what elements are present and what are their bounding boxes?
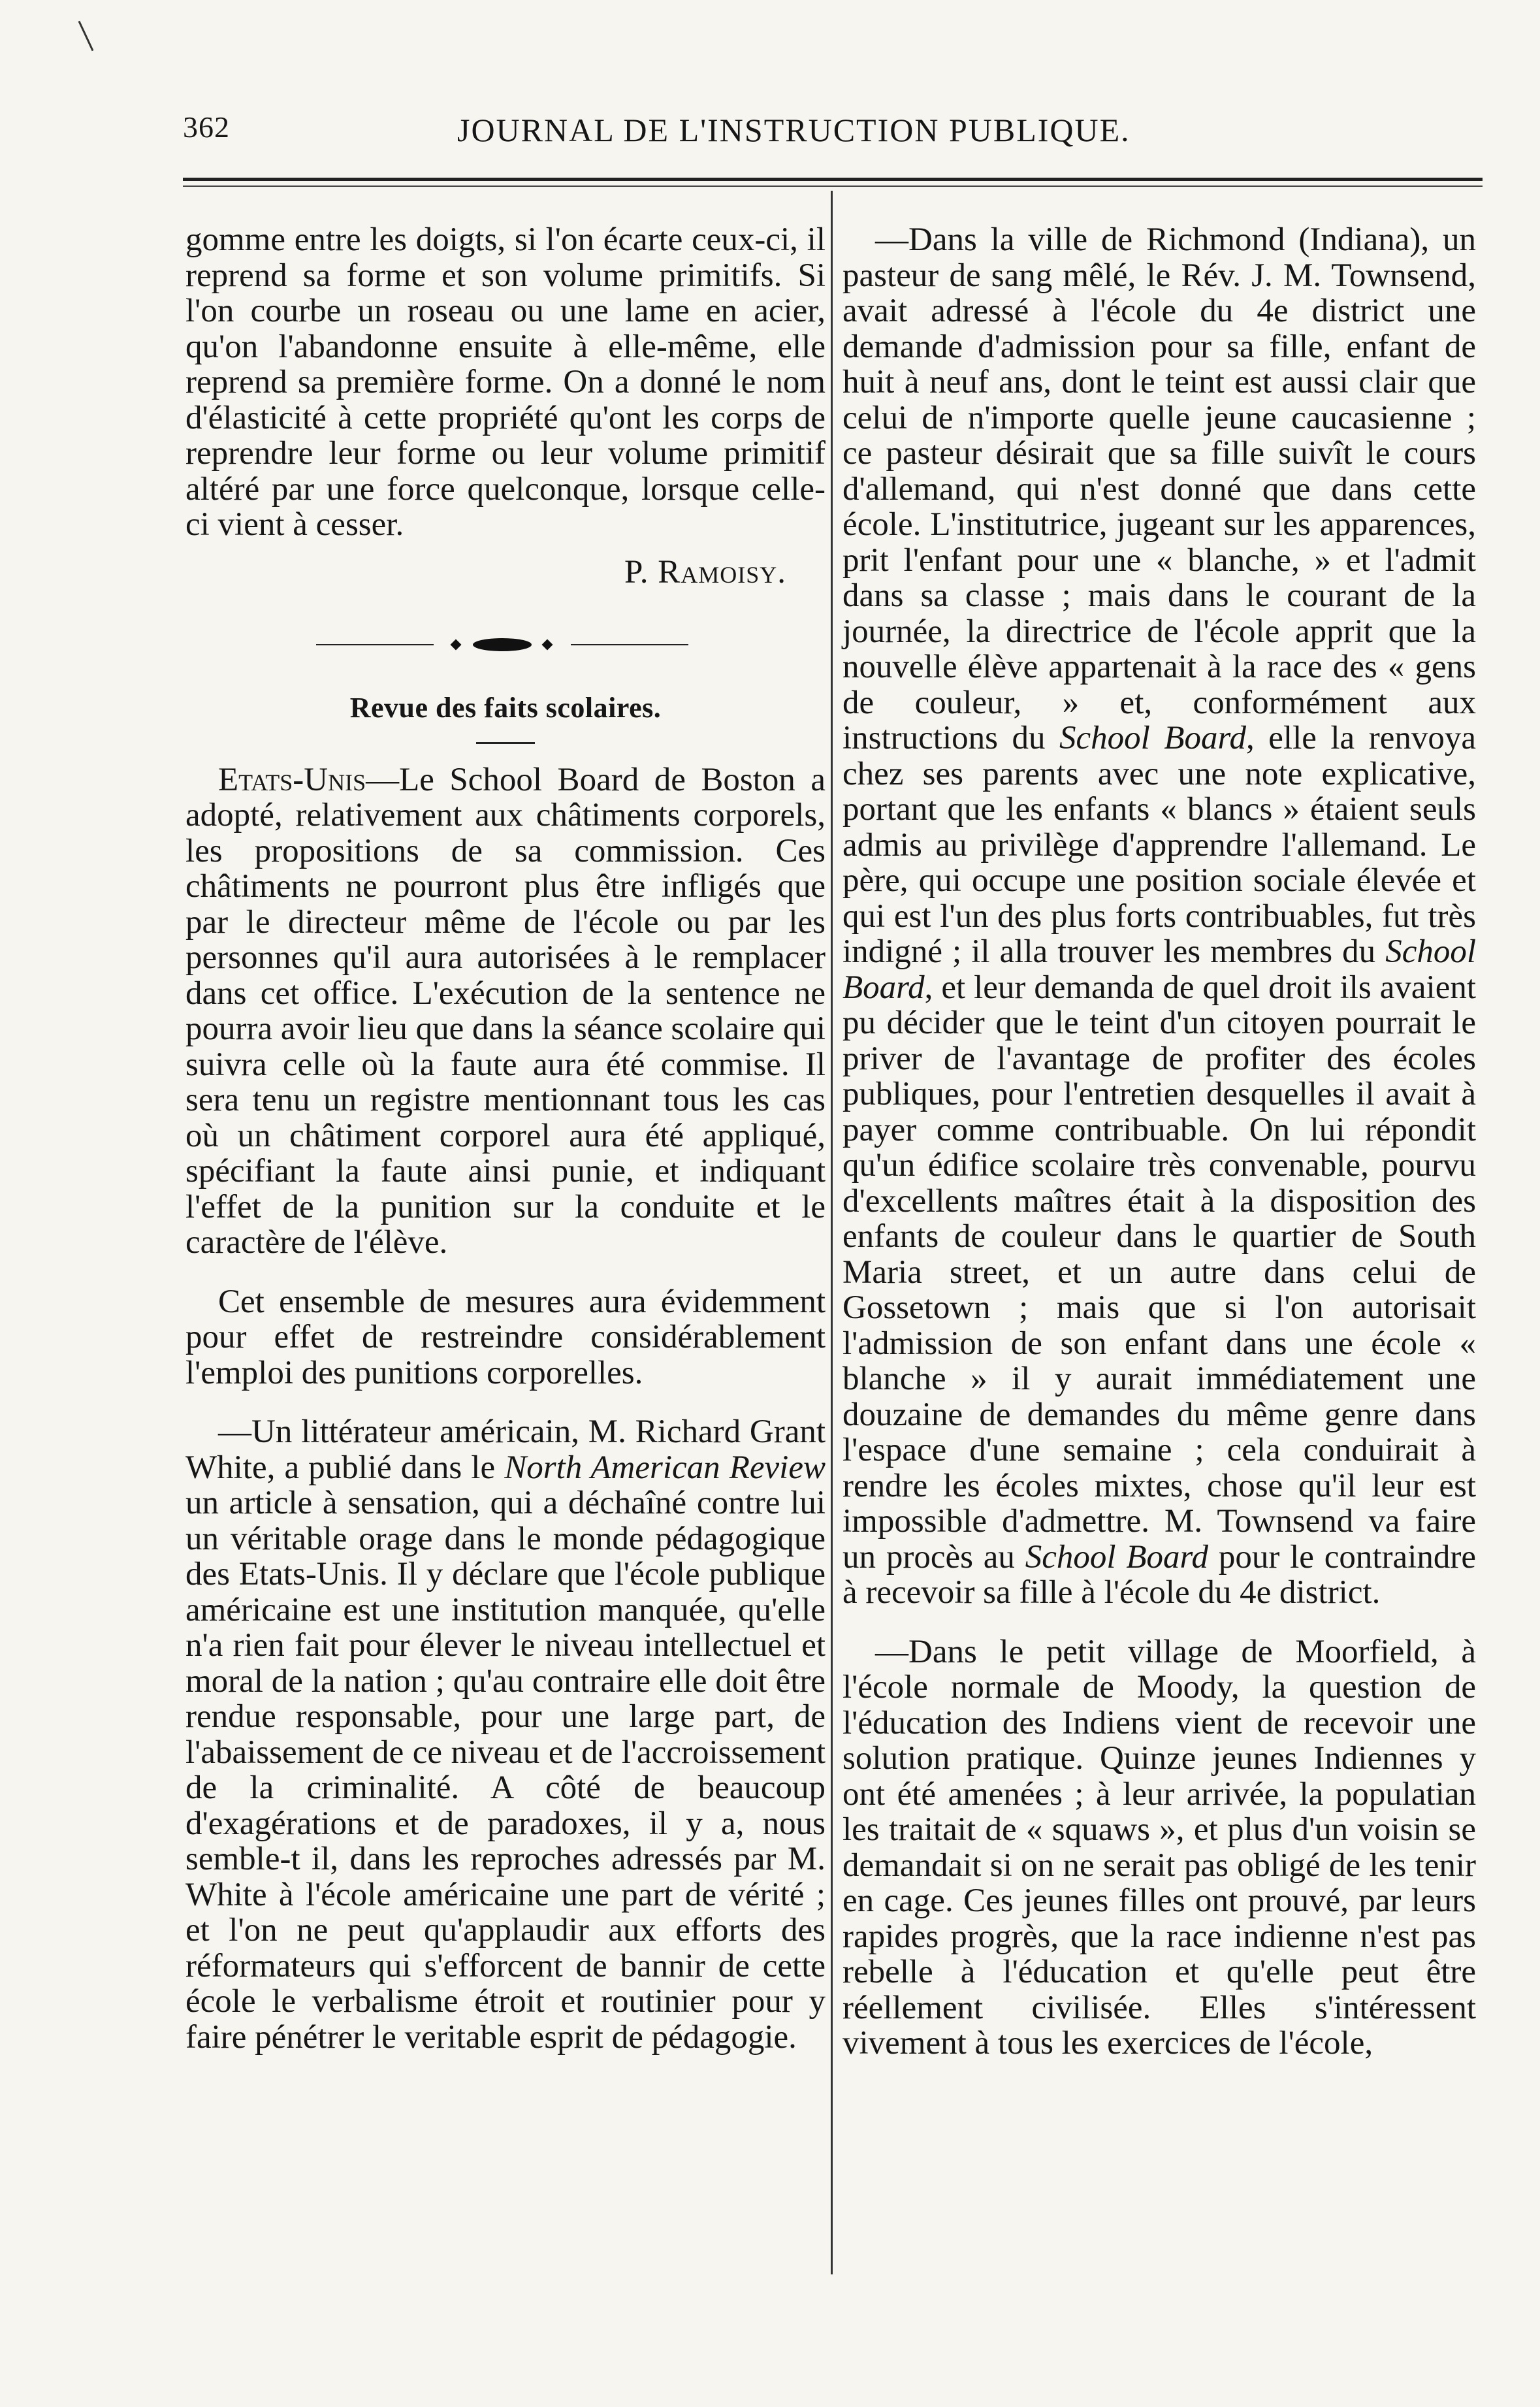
richmond-text-a: —Dans la ville de Richmond (Indiana), un pasteur de sang mêlé, le Rév. J. M. Townsend, avait adressé à l'école du 4e district une demande d'admission pour sa fille, enfant de huit à neuf ans, dont le teint est aussi clair que celui de n'importe quelle jeune caucasienne ; ce pasteur désirait que sa fille suivît le cours d'allemand, qui n'est donné que dans cette école. L'institutrice, jugeant sur les apparences, prit l'enfant pour une « blanche, » et l'admit dans sa classe ; mais dans le courant de la journée, la directrice de l'école apprit que la nouvelle élève appartenait à la race des « gens de couleur, » et, conformément aux instructions du	[842, 221, 1476, 756]
richmond-text-d: pour le contraindre à recevoir sa fille à l'école du 4e district.	[842, 1538, 1476, 1611]
news-paragraph-boston	[185, 762, 826, 1261]
header-rule	[183, 178, 1483, 181]
left-column	[185, 222, 826, 2055]
review-title: North American Review	[504, 1449, 826, 1486]
richmond-text-b: , elle la renvoya chez ses parents avec une note explicative, portant que les enfants « blancs » étaient seuls admis au privilège d'apprendre l'allemand. Le père, qui occupe une position sociale élevée et qui est l'un des plus forts contribuables, fut très indigné ; il alla trouver les membres du	[842, 720, 1476, 970]
news-paragraph-measures: Cet ensemble de mesures aura évidemment pour effet de restreindre considérablement l'emploi des punitions corporelles.	[185, 1283, 826, 1391]
news-paragraph-white	[185, 1414, 826, 2055]
country-lead: Etats-Unis	[218, 761, 366, 798]
elasticity-paragraph: gomme entre les doigts, si l'on écarte ceux-ci, il reprend sa forme et son volume primitifs. Si l'on courbe un roseau ou une lame en acier, qu'on l'abandonne ensuite à elle-même, elle reprend sa première forme. On a donné le nom d'élasticité à cette propriété qu'ont les corps de reprendre leur forme ou leur volume primitif altéré par une force quelconque, lorsque celle-ci vient à cesser.	[185, 221, 826, 543]
school-board-em: School Board	[1025, 1538, 1208, 1575]
right-column	[842, 222, 1476, 2061]
section-ornament	[185, 632, 826, 658]
margin-mark	[78, 21, 94, 52]
white-text-a: —Un littérateur américain, M. Richard Grant White, a publié dans le	[185, 1414, 826, 1486]
journal-title: JOURNAL DE L'INSTRUCTION PUBLIQUE.	[457, 112, 1131, 148]
page-number: 362	[183, 110, 230, 144]
news-paragraph-richmond	[842, 222, 1476, 1611]
author-signature: P. Ramoisy.	[624, 553, 786, 590]
news-paragraph-moorfield: —Dans le petit village de Moorfield, à l'école normale de Moody, la question de l'éducation des Indiens vient de recevoir une solution pratique. Quinze jeunes Indiennes y ont été amenées ; à leur arrivée, la populatian les traitait de « squaws », et plus d'un voisin se demandait si on ne serait pas obligé de les tenir en cage. Ces jeunes filles ont prouvé, par leurs rapides progrès, que la race indienne n'est pas rebelle à l'éducation et qu'elle peut être réellement civilisée. Elles s'intéressent vivement à tous les exercices de l'école,	[842, 1633, 1476, 2061]
heading-rule	[476, 742, 535, 744]
white-text-b: un article à sensation, qui a déchaîné contre lui un véritable orage dans le monde pédagogique des Etats-Unis. Il y déclare que l'école publique américaine est une institution manquée, qu'elle n'a rien fait pour élever le niveau intellectuel et moral de la nation ; qu'au contraire elle doit être rendue responsable, pour une large part, de l'abaissement de ce niveau et de l'accroissement de la criminalité. A côté de beaucoup d'exagérations et de paradoxes, il y a, nous semble-t il, dans les reproches adressés par M. White à l'école américaine une part de vérité ; et l'on ne peut qu'applaudir aux efforts des réformateurs qui s'efforcent de bannir de cette école le verbalisme étroit et routinier pour y faire pénétrer le veritable esprit de pédagogie.	[185, 1485, 826, 2056]
section-heading: Revue des faits scolaires.	[349, 692, 662, 724]
school-board-em: School Board	[1059, 720, 1246, 756]
page-header	[183, 105, 1254, 157]
richmond-text-c: , et leur demanda de quel droit ils avaient pu décider que le teint d'un citoyen pourrait le priver de l'avantage de profiter des écoles publiques, pour l'entretien desquelles il avait à payer comme contribuable. On lui répondit qu'un édifice scolaire très convenable, pourvu d'excellents maîtres était à la disposition des enfants de couleur dans le quartier de South Maria street, et un autre dans celui de Gossetown ; mais que si l'on autorisait l'admission de son enfant dans une école « blanche » il y aurait immédiatement une douzaine de demandes du même genre dans l'espace d'une semaine ; cela conduirait à rendre les écoles mixtes, chose qu'il leur est impossible d'admettre. M. Townsend va faire un procès au	[842, 969, 1476, 1575]
header-rule-thin	[183, 186, 1483, 187]
boston-text: —Le School Board de Boston a adopté, relativement aux châtiments corporels, les propositions de sa commission. Ces châtiments ne pourront plus être infligés que par le directeur même de l'école ou par les personnes qu'il aura autorisées à le remplacer dans cet office. L'exécution de la sentence ne pourra avoir lieu que dans la séance scolaire qui suivra celle où la faute aura été commise. Il sera tenu un registre mentionnant tous les cas où un châtiment corporel aura été appliqué, spécifiant la faute ainsi punie, et indiquant l'effet de la punition sur la conduite et le caractère de l'élève.	[185, 761, 826, 1261]
school-board-em: School Board	[842, 933, 1476, 1006]
column-divider	[831, 191, 833, 2274]
